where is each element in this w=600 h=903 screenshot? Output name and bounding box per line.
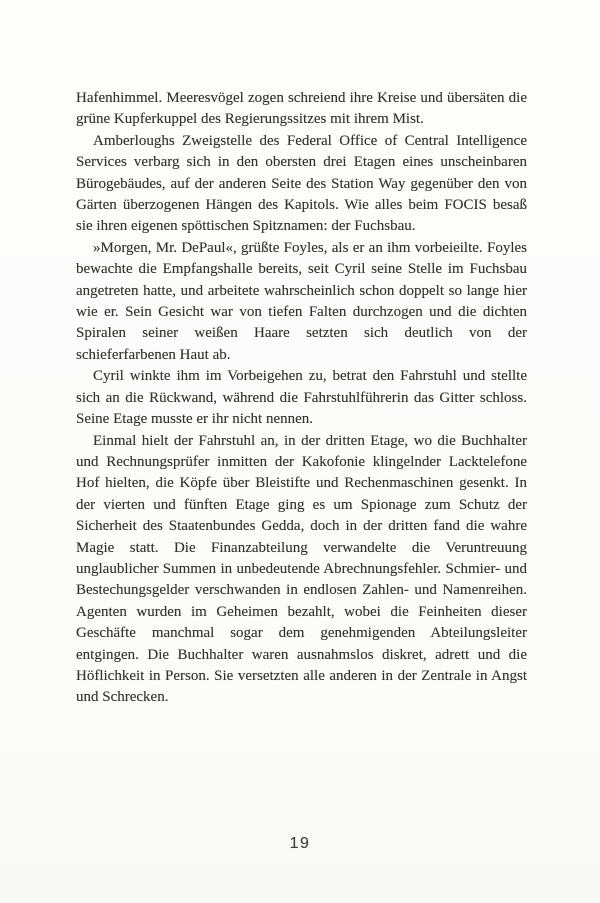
paragraph: Cyril winkte ihm im Vorbeigehen zu, betrat den Fahrstuhl und stellte sich an die Rückwand, während die Fahrstuhlführerin das Gitter schloss. Seine Etage musste er ihr nicht nennen. [76, 368, 527, 428]
page-number: 19 [289, 835, 311, 852]
paragraph: Hafenhimmel. Meeresvögel zogen schreiend ihre Kreise und übersäten die grüne Kupferkuppel des Regierungssitzes mit ihrem Mist. [76, 90, 527, 128]
paragraph: »Morgen, Mr. DePaul«, grüßte Foyles, als er an ihm vorbeieilte. Foyles bewachte die Empfangshalle bereits, seit Cyril seine Stelle im Fuchsbau angetreten hatte, und arbeitete wahrscheinlich schon doppelt so lange hier wie er. Sein Gesicht war von tiefen Falten durchzogen und die dichten Spiralen seiner weißen Haare setzten sich deutlich von der schieferfarbenen Haut ab. [76, 239, 527, 363]
text-block [76, 88, 527, 709]
paragraph: Amberloughs Zweigstelle des Federal Office of Central Intelligence Services verbarg sich in den obersten drei Etagen eines unscheinbaren Bürogebäudes, auf der anderen Seite des Station Way gegenüber den von Gärten überzogenen Hängen des Kapitols. Wie alles beim FOCIS besaß sie ihren eigenen spöttischen Spitznamen: der Fuchsbau. [76, 132, 527, 235]
paragraph: Einmal hielt der Fahrstuhl an, in der dritten Etage, wo die Buchhalter und Rechnungsprüfer inmitten der Kakofonie klingelnder Lacktelefone Hof hielten, die Köpfe über Bleistifte und Rechenmaschinen gesenkt. In der vierten und fünften Etage ging es um Spionage zum Schutz der Sicherheit des Staatenbundes Gedda, doch in der dritten fand die wahre Magie statt. Die Finanzabteilung verwandelte die Veruntreuung unglaublicher Summen in unbedeutende Abrechnungsfehler. Schmier- und Bestechungsgelder verschwanden in endlosen Zahlen- und Namenreihen. Agenten wurden im Geheimen bezahlt, wobei die Feinheiten dieser Geschäfte manchmal sogar dem genehmigenden Abteilungsleiter entgingen. Die Buchhalter waren ausnahmslos diskret, adrett und die Höflichkeit in Person. Sie versetzten alle anderen in der Zentrale in Angst und Schrecken. [76, 432, 527, 706]
